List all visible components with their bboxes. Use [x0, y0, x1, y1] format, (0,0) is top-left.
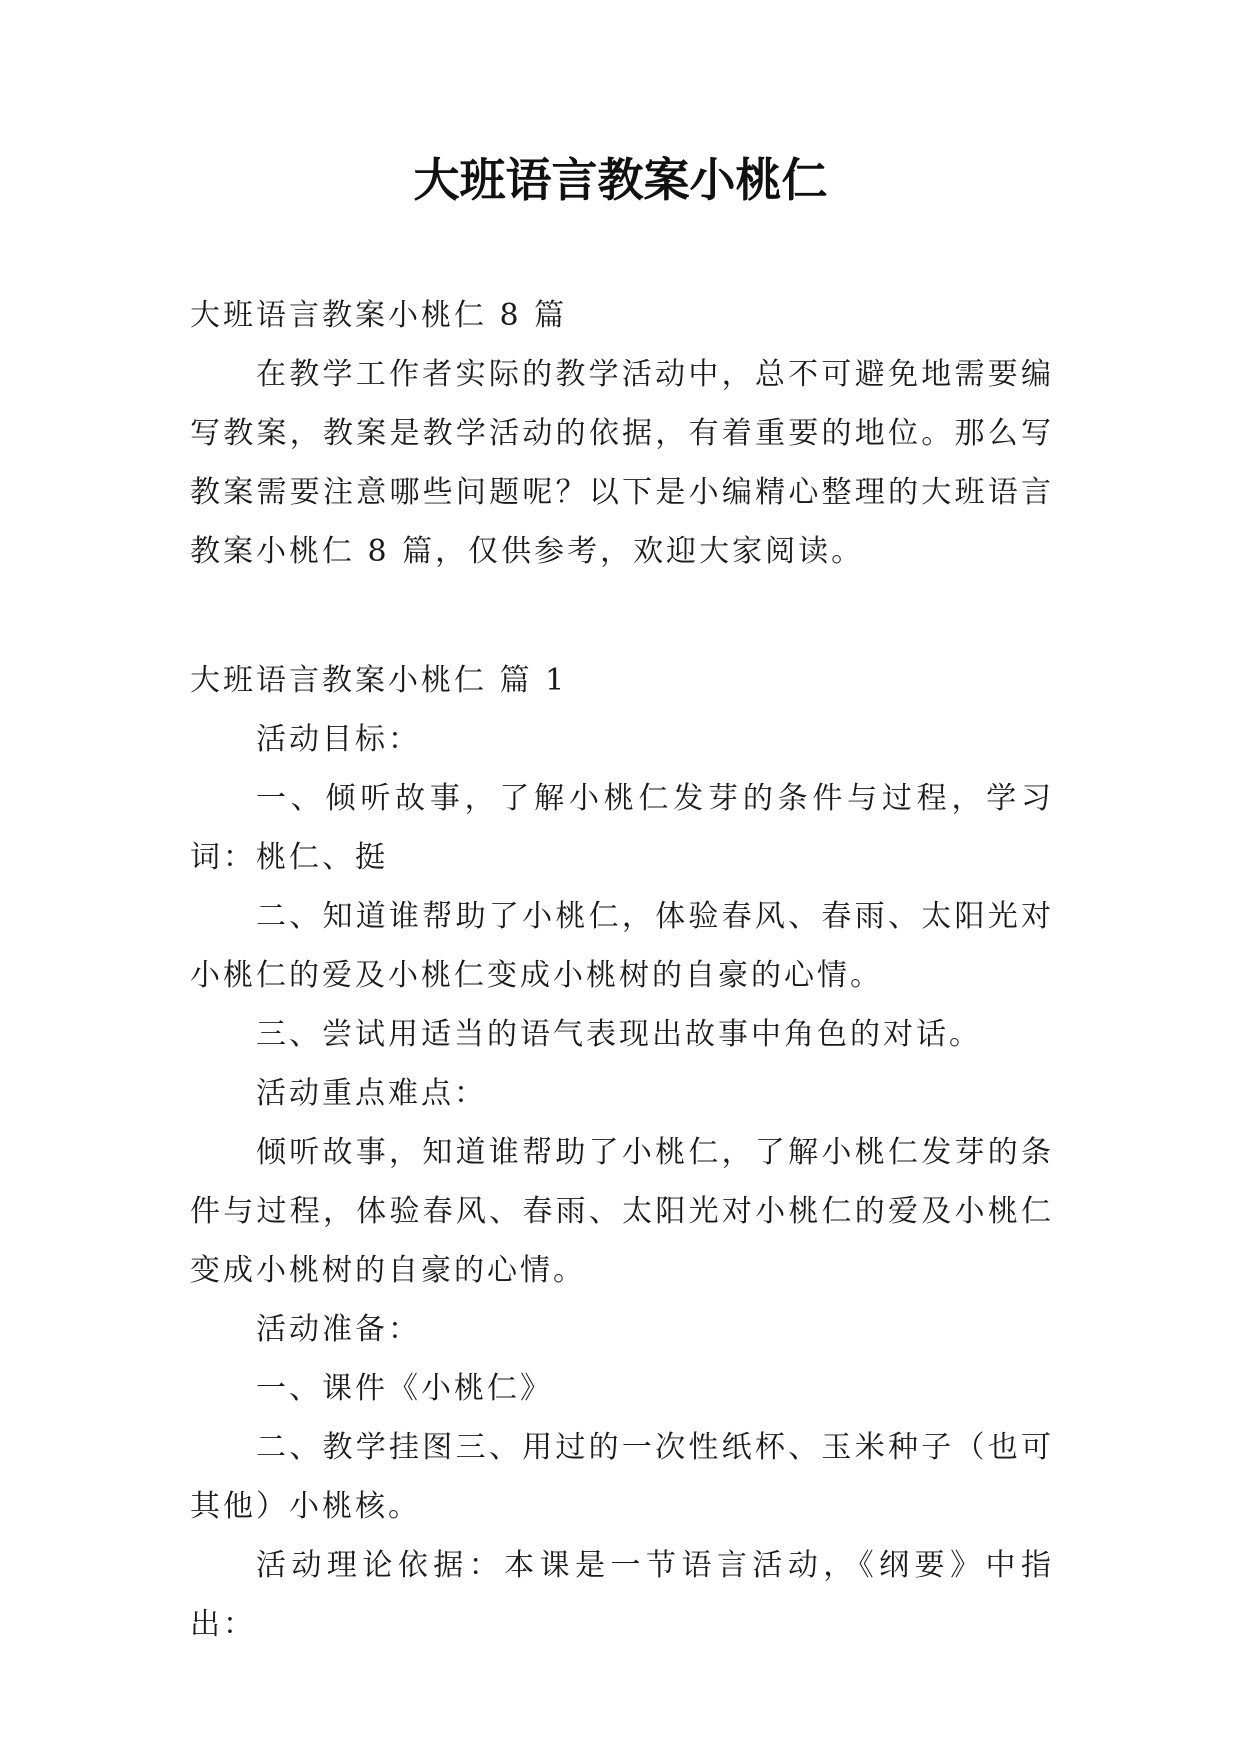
paragraph-key-points-heading: 活动重点难点：	[256, 1076, 487, 1111]
document-subtitle: 大班语言教案小桃仁 8 篇	[190, 298, 568, 333]
section-heading: 大班语言教案小桃仁 篇 1	[190, 663, 568, 698]
intro-paragraph: 在教学工作者实际的教学活动中，总不可避免地需要编写教案，教案是教学活动的依据，有着重要的地位。那么写教案需要注意哪些问题呢？以下是小编精心整理的大班语言教案小桃仁 8 篇，仅供参考，欢迎大家阅读。	[190, 357, 1054, 569]
section-spacer	[190, 581, 1054, 651]
paragraph-preparation-heading: 活动准备：	[256, 1312, 421, 1347]
paragraph-key-points: 倾听故事，知道谁帮助了小桃仁，了解小桃仁发芽的条件与过程，体验春风、春雨、太阳光对小桃仁的爱及小桃仁变成小桃树的自豪的心情。	[190, 1135, 1054, 1288]
document-title: 大班语言教案小桃仁	[413, 153, 828, 207]
paragraph-theory-basis: 活动理论依据：本课是一节语言活动，《纲要》中指出：	[190, 1548, 1054, 1642]
document-body	[190, 286, 1054, 1654]
paragraph-goal-2: 二、知道谁帮助了小桃仁，体验春风、春雨、太阳光对小桃仁的爱及小桃仁变成小桃树的自豪的心情。	[190, 899, 1054, 993]
paragraph-preparation-1: 一、课件《小桃仁》	[256, 1371, 553, 1406]
paragraph-preparation-2: 二、教学挂图三、用过的一次性纸杯、玉米种子（也可其他）小桃核。	[190, 1430, 1054, 1524]
paragraph-goal-3: 三、尝试用适当的语气表现出故事中角色的对话。	[256, 1017, 982, 1052]
paragraph-goal-1: 一、倾听故事，了解小桃仁发芽的条件与过程，学习词：桃仁、挺	[190, 781, 1054, 875]
paragraph-activity-goals-heading: 活动目标：	[256, 722, 421, 757]
